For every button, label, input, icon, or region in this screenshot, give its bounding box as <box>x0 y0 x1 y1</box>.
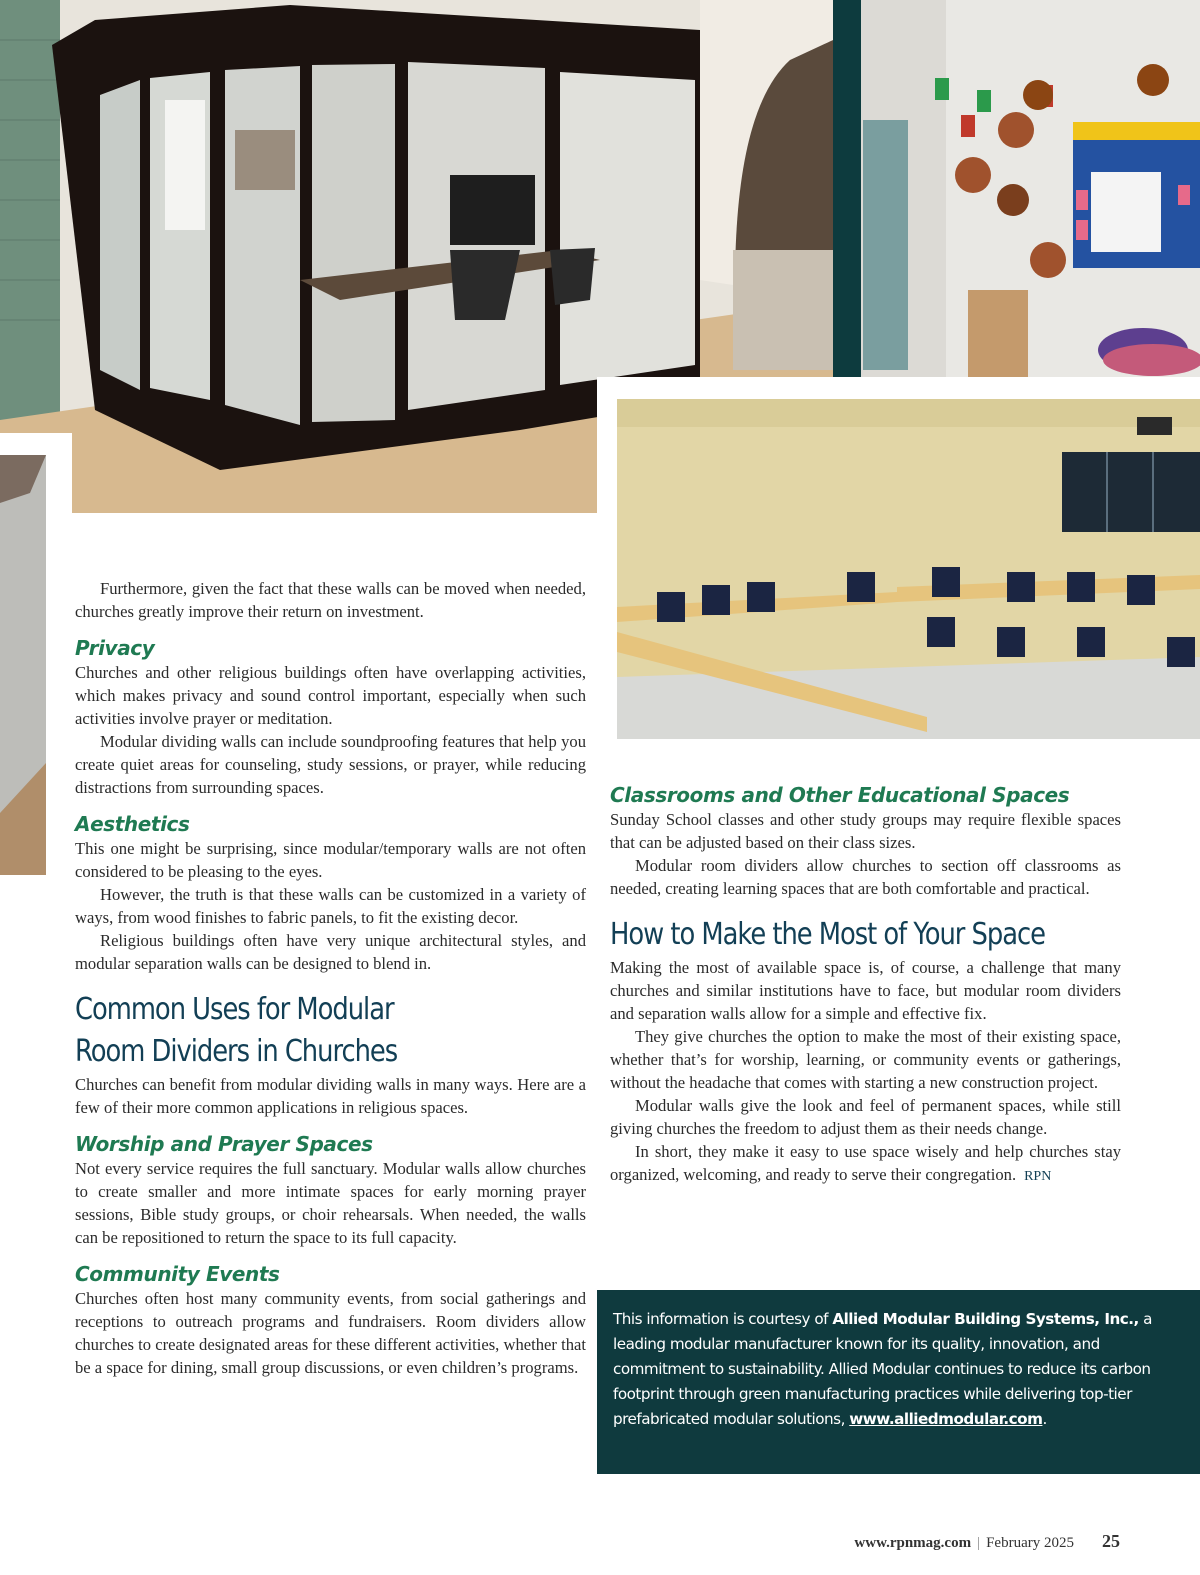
rpn-signature: RPN <box>1024 1169 1052 1184</box>
community-heading: Community Events <box>75 1262 280 1286</box>
info-company-name: Allied Modular Building Systems, Inc., <box>832 1310 1139 1328</box>
aesthetics-paragraph-1: This one might be surprising, since modular/temporary walls are not often considered to be pleasing to the eyes. <box>75 839 586 881</box>
right-article-column <box>610 770 1121 1188</box>
worship-heading: Worship and Prayer Spaces <box>75 1132 373 1156</box>
intro-paragraph: Furthermore, given the fact that these walls can be moved when needed, churches greatly improve their return on investment. <box>75 579 586 621</box>
common-uses-heading-line-1: Common Uses for Modular <box>75 992 394 1027</box>
courtesy-info-box <box>597 1290 1200 1474</box>
aesthetics-heading: Aesthetics <box>75 812 190 836</box>
privacy-heading: Privacy <box>75 636 155 660</box>
page-number: 25 <box>1102 1531 1120 1551</box>
allied-modular-link[interactable]: www.alliedmodular.com <box>849 1410 1043 1428</box>
info-text-end: . <box>1042 1410 1047 1428</box>
most-space-heading: How to Make the Most of Your Space <box>610 917 1045 952</box>
aesthetics-paragraph-2: However, the truth is that these walls can be customized in a variety of ways, from wood finishes to fabric panels, to fit the existing decor. <box>75 885 586 927</box>
page-footer <box>854 1531 1120 1552</box>
partition-edge-photo <box>0 433 72 875</box>
aesthetics-paragraph-3: Religious buildings often have very unique architectural styles, and modular separation walls can be designed to blend in. <box>75 931 586 973</box>
most-space-paragraph-4 <box>610 1140 1121 1188</box>
classrooms-heading: Classrooms and Other Educational Spaces <box>610 783 1070 807</box>
info-text-before: This information is courtesy of <box>613 1310 833 1328</box>
classrooms-paragraph-1: Sunday School classes and other study groups may require flexible spaces that can be adjusted based on their class sizes. <box>610 810 1121 852</box>
privacy-paragraph-1: Churches and other religious buildings often have overlapping activities, which makes privacy and sound control important, especially when such activities involve prayer or meditation. <box>75 663 586 728</box>
most-space-paragraph-3: Modular walls give the look and feel of permanent spaces, while still giving churches the freedom to adjust them as their needs change. <box>610 1096 1121 1138</box>
left-article-column <box>75 577 586 1379</box>
common-uses-heading-line-2: Room Dividers in Churches <box>75 1034 398 1069</box>
community-paragraph: Churches often host many community events, from social gatherings and receptions to outreach programs and fundraisers. Room dividers allow churches to create designated areas for these different activities, whether that be a space for dining, small group discussions, or even children’s programs. <box>75 1289 586 1377</box>
classrooms-paragraph-2: Modular room dividers allow churches to section off classrooms as needed, creating learning spaces that are both comfortable and practical. <box>610 856 1121 898</box>
worship-paragraph: Not every service requires the full sanctuary. Modular walls allow churches to create smaller and more intimate spaces for early morning prayer sessions, Bible study groups, or choir rehearsals. When needed, the walls can be repositioned to return the space to its full capacity. <box>75 1159 586 1247</box>
most-space-paragraph-4-text: In short, they make it easy to use space wisely and help churches stay organized, welcoming, and ready to serve their congregation. <box>610 1142 1121 1184</box>
footer-site-link[interactable]: www.rpnmag.com <box>854 1535 972 1551</box>
common-uses-heading <box>75 989 514 1073</box>
info-text-after: a leading modular manufacturer known for its quality, innovation, and commitment to sustainability. Allied Modular continues to reduce its carbon footprint through green manufacturing practices while delivering top-tier prefabricated modular solutions, <box>613 1310 1152 1428</box>
common-uses-paragraph: Churches can benefit from modular dividing walls in many ways. Here are a few of their more common applications in religious spaces. <box>75 1075 586 1117</box>
classroom-decorations-photo <box>833 0 1200 377</box>
footer-date: February 2025 <box>986 1535 1074 1551</box>
privacy-paragraph-2: Modular dividing walls can include soundproofing features that help you create quiet areas for counseling, study sessions, or prayer, while reducing distractions from surrounding spaces. <box>75 732 586 797</box>
most-space-paragraph-1: Making the most of available space is, of course, a challenge that many churches and similar institutions have to face, but modular room dividers and separation walls allow for a simple and effective fix. <box>610 958 1121 1023</box>
meeting-room-photo <box>597 377 1200 771</box>
footer-separator: | <box>977 1535 981 1551</box>
most-space-paragraph-2: They give churches the option to make the most of their existing space, whether that’s for worship, learning, or community events or gatherings, without the headache that comes with starting a new construction project. <box>610 1027 1121 1092</box>
